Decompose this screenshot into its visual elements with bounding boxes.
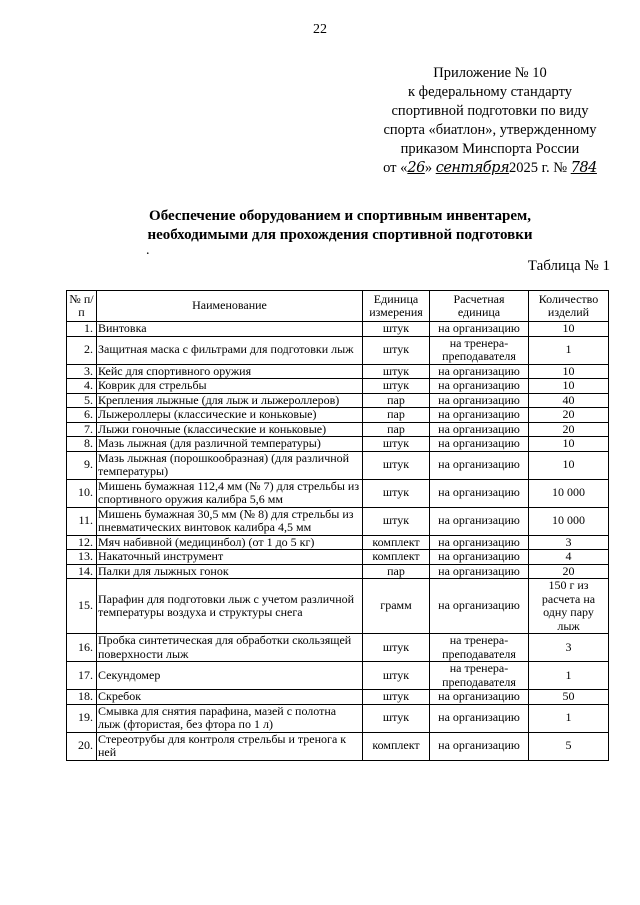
cell-name: Палки для лыжных гонок <box>97 564 363 579</box>
cell-calc: на организацию <box>430 479 529 507</box>
header-qty: Количество изделий <box>529 291 609 322</box>
table-row <box>67 408 609 423</box>
cell-unit: штук <box>363 322 430 337</box>
appendix-line-3: спортивной подготовки по виду <box>391 103 589 119</box>
table-row <box>67 437 609 452</box>
cell-qty: 4 <box>529 550 609 565</box>
cell-unit: штук <box>363 379 430 394</box>
cell-name: Мишень бумажная 112,4 мм (№ 7) для стрельбы из спортивного оружия калибра 5,6 мм <box>97 479 363 507</box>
table-row <box>67 364 609 379</box>
cell-num: 18. <box>67 690 97 705</box>
cell-qty: 40 <box>529 393 609 408</box>
document-title <box>60 207 620 245</box>
table-row <box>67 507 609 535</box>
cell-unit: штук <box>363 704 430 732</box>
appendix-line-1: Приложение № 10 <box>433 65 547 81</box>
cell-num: 16. <box>67 634 97 662</box>
cell-name: Скребок <box>97 690 363 705</box>
cell-num: 13. <box>67 550 97 565</box>
cell-num: 4. <box>67 379 97 394</box>
cell-unit: грамм <box>363 579 430 634</box>
cell-calc: на организацию <box>430 579 529 634</box>
appendix-line-2: к федеральному стандарту <box>408 84 572 100</box>
cell-name: Секундомер <box>97 662 363 690</box>
cell-calc: на организацию <box>430 564 529 579</box>
cell-calc: на организацию <box>430 507 529 535</box>
table-row <box>67 322 609 337</box>
cell-unit: штук <box>363 662 430 690</box>
cell-calc: на тренера-преподавателя <box>430 336 529 364</box>
cell-qty: 10 <box>529 322 609 337</box>
table-header-row <box>67 291 609 322</box>
cell-qty: 5 <box>529 732 609 760</box>
cell-num: 1. <box>67 322 97 337</box>
cell-qty: 50 <box>529 690 609 705</box>
cell-calc: на тренера-преподавателя <box>430 662 529 690</box>
cell-calc: на организацию <box>430 422 529 437</box>
table-row <box>67 379 609 394</box>
cell-qty: 10 <box>529 379 609 394</box>
cell-name: Крепления лыжные (для лыж и лыжероллеров) <box>97 393 363 408</box>
cell-qty: 1 <box>529 662 609 690</box>
table-row <box>67 662 609 690</box>
cell-unit: штук <box>363 336 430 364</box>
cell-name: Накаточный инструмент <box>97 550 363 565</box>
cell-unit: комплект <box>363 732 430 760</box>
cell-num: 11. <box>67 507 97 535</box>
cell-num: 17. <box>67 662 97 690</box>
table-row <box>67 451 609 479</box>
cell-name: Коврик для стрельбы <box>97 379 363 394</box>
cell-calc: на организацию <box>430 393 529 408</box>
date-day: 26 <box>407 160 425 176</box>
cell-unit: штук <box>363 451 430 479</box>
table-row <box>67 579 609 634</box>
cell-calc: на организацию <box>430 437 529 452</box>
cell-num: 6. <box>67 408 97 423</box>
date-month: сентября <box>435 160 510 176</box>
cell-name: Защитная маска с фильтрами для подготовки лыж <box>97 336 363 364</box>
cell-num: 3. <box>67 364 97 379</box>
cell-qty: 150 г из расчета на одну пару лыж <box>529 579 609 634</box>
cell-calc: на организацию <box>430 379 529 394</box>
cell-qty: 10 <box>529 451 609 479</box>
order-date-line <box>360 159 620 178</box>
cell-calc: на организацию <box>430 732 529 760</box>
table-row <box>67 535 609 550</box>
table-row <box>67 422 609 437</box>
cell-calc: на организацию <box>430 364 529 379</box>
cell-name: Пробка синтетическая для обработки скользящей поверхности лыж <box>97 634 363 662</box>
header-name: Наименование <box>97 291 363 322</box>
cell-unit: пар <box>363 422 430 437</box>
title-line-1: Обеспечение оборудованием и спортивным инвентарем, <box>149 208 531 224</box>
cell-name: Мяч набивной (медицинбол) (от 1 до 5 кг) <box>97 535 363 550</box>
table-label: Таблица № 1 <box>527 258 610 274</box>
cell-num: 8. <box>67 437 97 452</box>
cell-calc: на организацию <box>430 704 529 732</box>
cell-unit: штук <box>363 479 430 507</box>
cell-name: Мазь лыжная (порошкообразная) (для различной температуры) <box>97 451 363 479</box>
table-row <box>67 732 609 760</box>
cell-num: 19. <box>67 704 97 732</box>
cell-unit: штук <box>363 364 430 379</box>
header-num: № п/п <box>67 291 97 322</box>
cell-num: 12. <box>67 535 97 550</box>
cell-name: Стереотрубы для контроля стрельбы и тренога к ней <box>97 732 363 760</box>
appendix-line-4: спорта «биатлон», утвержденному <box>383 122 597 138</box>
cell-unit: штук <box>363 437 430 452</box>
cell-name: Смывка для снятия парафина, мазей с полотна лыж (фтористая, без фтора по 1 л) <box>97 704 363 732</box>
cell-unit: пар <box>363 564 430 579</box>
cell-name: Кейс для спортивного оружия <box>97 364 363 379</box>
cell-qty: 1 <box>529 336 609 364</box>
equipment-table <box>66 290 609 761</box>
cell-unit: комплект <box>363 550 430 565</box>
page-number: 22 <box>313 22 327 37</box>
date-mid: » <box>424 160 436 176</box>
cell-calc: на тренера-преподавателя <box>430 634 529 662</box>
cell-qty: 20 <box>529 408 609 423</box>
cell-qty: 3 <box>529 634 609 662</box>
table-row <box>67 336 609 364</box>
cell-name: Винтовка <box>97 322 363 337</box>
cell-num: 2. <box>67 336 97 364</box>
cell-num: 15. <box>67 579 97 634</box>
table-row <box>67 634 609 662</box>
cell-unit: комплект <box>363 535 430 550</box>
cell-unit: пар <box>363 408 430 423</box>
cell-calc: на организацию <box>430 322 529 337</box>
date-year: 2025 г. № <box>509 160 571 176</box>
header-calc: Расчетная единица <box>430 291 529 322</box>
cell-num: 10. <box>67 479 97 507</box>
cell-calc: на организацию <box>430 550 529 565</box>
cell-qty: 20 <box>529 564 609 579</box>
cell-calc: на организацию <box>430 535 529 550</box>
cell-num: 9. <box>67 451 97 479</box>
cell-unit: пар <box>363 393 430 408</box>
cell-name: Лыжероллеры (классические и коньковые) <box>97 408 363 423</box>
cell-qty: 10 000 <box>529 479 609 507</box>
table-row <box>67 479 609 507</box>
table-row <box>67 393 609 408</box>
cell-qty: 20 <box>529 422 609 437</box>
cell-qty: 3 <box>529 535 609 550</box>
cell-calc: на организацию <box>430 451 529 479</box>
cell-qty: 1 <box>529 704 609 732</box>
cell-name: Лыжи гоночные (классические и коньковые) <box>97 422 363 437</box>
cell-qty: 10 <box>529 437 609 452</box>
cell-calc: на организацию <box>430 690 529 705</box>
cell-name: Мазь лыжная (для различной температуры) <box>97 437 363 452</box>
cell-unit: штук <box>363 634 430 662</box>
cell-name: Парафин для подготовки лыж с учетом различной температуры воздуха и структуры снега <box>97 579 363 634</box>
appendix-line-5: приказом Минспорта России <box>400 141 580 157</box>
cell-num: 7. <box>67 422 97 437</box>
cell-qty: 10 000 <box>529 507 609 535</box>
title-line-2: необходимыми для прохождения спортивной подготовки <box>147 227 533 243</box>
cell-unit: штук <box>363 690 430 705</box>
cell-num: 14. <box>67 564 97 579</box>
cell-unit: штук <box>363 507 430 535</box>
table-row <box>67 690 609 705</box>
stray-mark: . <box>146 243 150 258</box>
header-unit: Единица измерения <box>363 291 430 322</box>
cell-num: 20. <box>67 732 97 760</box>
date-prefix: от « <box>383 160 408 176</box>
table-row <box>67 550 609 565</box>
cell-qty: 10 <box>529 364 609 379</box>
table-row <box>67 704 609 732</box>
table-body <box>67 322 609 761</box>
cell-num: 5. <box>67 393 97 408</box>
appendix-header <box>360 64 620 178</box>
cell-name: Мишень бумажная 30,5 мм (№ 8) для стрельбы из пневматических винтовок калибра 4,5 мм <box>97 507 363 535</box>
table-row <box>67 564 609 579</box>
order-number: 784 <box>570 160 597 176</box>
cell-calc: на организацию <box>430 408 529 423</box>
